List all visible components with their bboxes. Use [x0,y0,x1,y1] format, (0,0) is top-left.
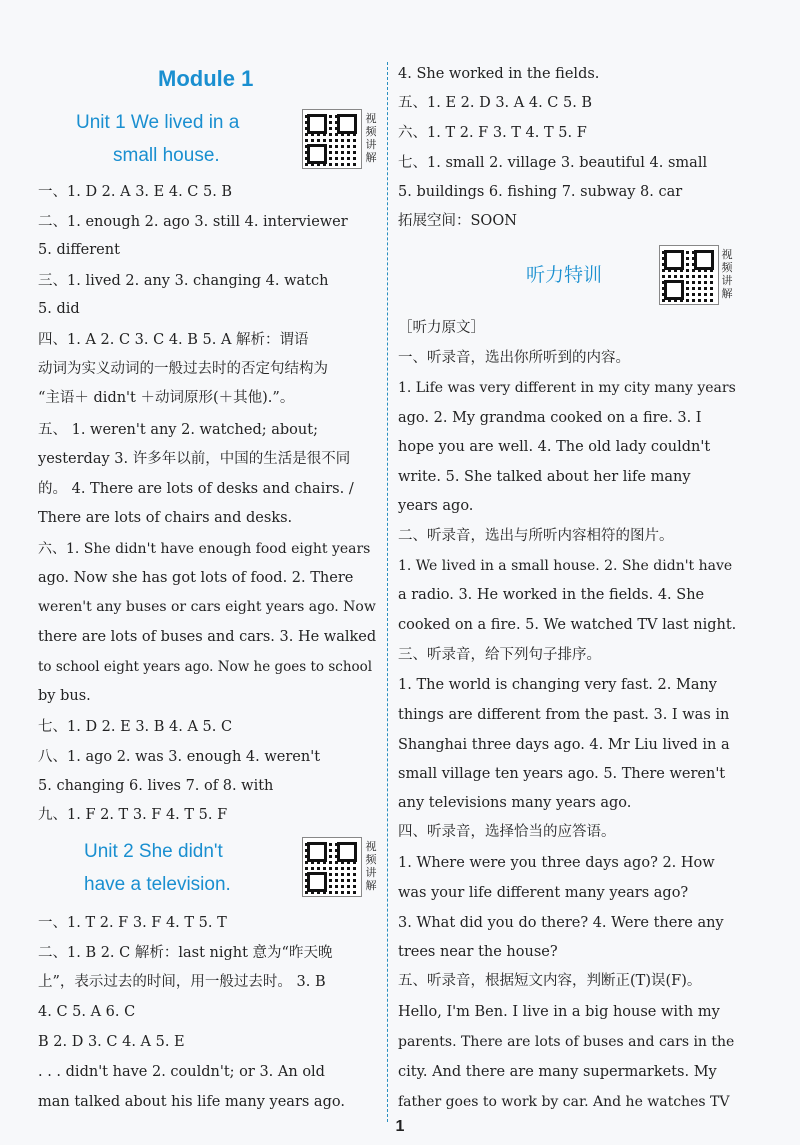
listening-line: 五、听录音，根据短文内容，判断正(T)误(F)。 [398,973,702,989]
listening-line: 1. We lived in a small house. 2. She didn't have [398,558,733,574]
answer-line: 七、1. D 2. E 3. B 4. A 5. C [38,719,233,735]
answer-line: 一、1. D 2. A 3. E 4. C 5. B [38,184,233,200]
listening-line: 1. The world is changing very fast. 2. Many [398,677,717,693]
answer-line: 5. changing 6. lives 7. of 8. with [38,778,274,794]
listening-line: city. And there are many supermarkets. My [398,1064,717,1080]
listening-line: trees near the house? [398,944,558,960]
listening-line: 1. Where were you three days ago? 2. How [398,855,715,871]
answer-line: . . . didn't have 2. couldn't; or 3. An old [38,1064,325,1080]
listening-line: ago. 2. My grandma cooked on a fire. 3. I [398,410,702,426]
qr-label: 视频讲解 [721,248,733,300]
answer-line: 一、1. T 2. F 3. F 4. T 5. T [38,915,227,931]
unit1-title-line1: Unit 1 We lived in a [76,112,240,133]
listening-line: 二、听录音，选出与所听内容相符的图片。 [398,528,674,544]
answer-line: there are lots of buses and cars. 3. He walked [38,629,377,645]
answer-line: 四、1. A 2. C 3. C 4. B 5. A 解析：谓语 [38,332,309,348]
answer-line: “主语＋ didn't ＋动词原形(＋其他).”。 [38,390,295,406]
answer-line: 4. C 5. A 6. C [38,1004,136,1020]
answer-line: 三、1. lived 2. any 3. changing 4. watch [38,273,329,289]
listening-line: cooked on a fire. 5. We watched TV last night. [398,617,737,633]
answer-line: 5. buildings 6. fishing 7. subway 8. car [398,184,683,200]
listening-line: parents. There are lots of buses and cars in the [398,1034,735,1050]
answer-line: 七、1. small 2. village 3. beautiful 4. small [398,155,708,171]
answer-line: weren't any buses or cars eight years ago. Now [38,599,376,615]
answer-line: B 2. D 3. C 4. A 5. E [38,1034,185,1050]
listening-line: write. 5. She talked about her life many [398,469,691,485]
listening-line: hope you are well. 4. The old lady couldn't [398,439,711,455]
answer-line: to school eight years ago. Now he goes to school [38,659,373,675]
listening-line: 三、听录音，给下列句子排序。 [398,647,601,663]
listening-line: years ago. [398,498,474,514]
listening-line: 四、听录音，选择恰当的应答语。 [398,824,616,840]
listening-line: Shanghai three days ago. 4. Mr Liu lived in a [398,737,730,753]
answer-line: ago. Now she has got lots of food. 2. There [38,570,354,586]
answer-line: 二、1. B 2. C 解析：last night 意为“昨天晚 [38,945,333,961]
answer-line: by bus. [38,688,91,704]
answer-line: 4. She worked in the fields. [398,66,600,82]
listening-line: 一、听录音，选出你所听到的内容。 [398,350,630,366]
answer-line: 上”，表示过去的时间，用一般过去时。 3. B [38,974,326,990]
answer-line: 六、1. She didn't have enough food eight years [38,541,371,557]
answer-line: 五、 1. weren't any 2. watched; about; [38,422,318,438]
qr-code-icon[interactable] [660,246,718,304]
listening-line: was your life different many years ago? [398,885,689,901]
qr-label: 视频讲解 [365,840,377,892]
qr-code-icon[interactable] [303,838,361,896]
answer-line: 动词为实义动词的一般过去时的否定句结构为 [38,361,328,377]
listening-title: 听力特训 [526,264,603,286]
listening-line: a radio. 3. He worked in the fields. 4. She [398,587,705,603]
listening-line: any televisions many years ago. [398,795,632,811]
answer-line: 的。 4. There are lots of desks and chairs. / [38,481,354,497]
answer-line: 拓展空间：SOON [398,213,517,229]
section-label: ［听力原文］ [398,320,485,336]
answer-line: 六、1. T 2. F 3. T 4. T 5. F [398,125,587,141]
qr-code-icon[interactable] [303,110,361,168]
unit2-title-line2: have a television. [84,874,231,895]
listening-line: things are different from the past. 3. I was in [398,707,730,723]
answer-line: There are lots of chairs and desks. [38,510,293,526]
listening-line: Hello, I'm Ben. I live in a big house with my [398,1004,720,1020]
unit1-title-line2: small house. [113,145,220,166]
answer-line: 九、1. F 2. T 3. F 4. T 5. F [38,807,228,823]
answer-line: 五、1. E 2. D 3. A 4. C 5. B [398,95,593,111]
answer-line: 八、1. ago 2. was 3. enough 4. weren't [38,749,321,765]
page-number: 1 [395,1118,405,1135]
listening-line: 1. Life was very different in my city many years [398,380,736,396]
column-divider [387,62,388,1122]
listening-line: father goes to work by car. And he watches TV [398,1094,730,1110]
qr-label: 视频讲解 [365,112,377,164]
answer-line: yesterday 3. 许多年以前，中国的生活是很不同 [38,451,351,467]
listening-line: small village ten years ago. 5. There weren't [398,766,726,782]
answer-line: man talked about his life many years ago. [38,1094,345,1110]
answer-line: 二、1. enough 2. ago 3. still 4. interviewer [38,214,348,230]
answer-line: 5. different [38,242,120,258]
unit2-title-line1: Unit 2 She didn't [84,841,223,862]
listening-line: 3. What did you do there? 4. Were there any [398,915,724,931]
answer-line: 5. did [38,301,80,317]
module-title: Module 1 [158,66,254,91]
